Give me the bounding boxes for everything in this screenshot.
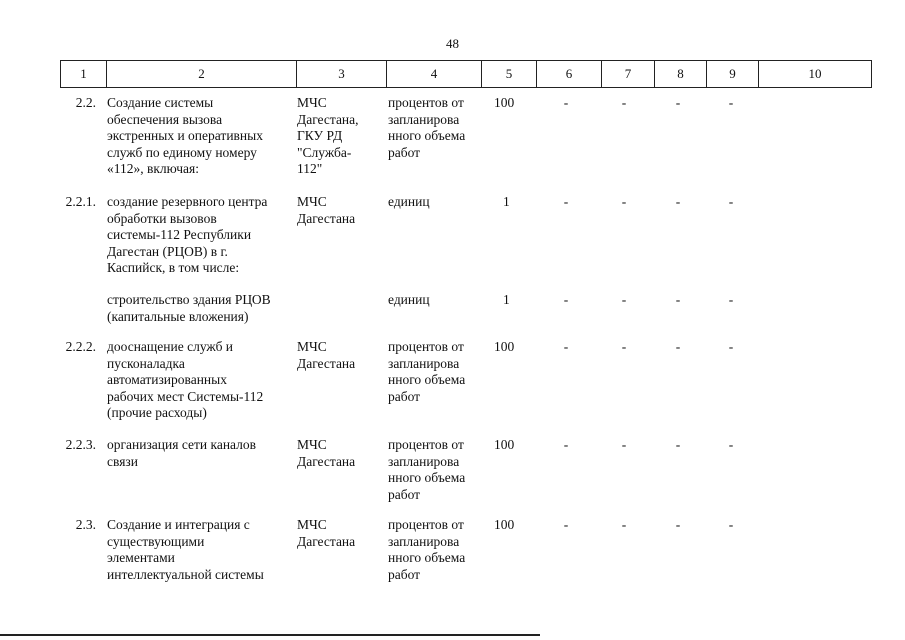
row-col-9: - xyxy=(728,339,734,354)
row-organization: МЧС Дагестана xyxy=(297,339,356,371)
row-value: 100 xyxy=(494,437,515,452)
row-unit: процентов от запланирова нного объема работ xyxy=(388,437,466,502)
row-name: создание резервного центра обработки вызовов системы-112 Республики Дагестан (РЦОВ) в г. Каспийск, в том числе: xyxy=(107,194,268,275)
row-col-9: - xyxy=(728,95,734,110)
row-col-8: - xyxy=(675,437,681,452)
row-col-6: - xyxy=(563,517,569,532)
header-cell-2: 2 xyxy=(106,61,296,87)
row-name: организация сети каналов связи xyxy=(107,437,257,469)
row-number: 2.3. xyxy=(75,517,96,532)
row-col-8: - xyxy=(675,95,681,110)
row-col-6: - xyxy=(563,292,569,307)
header-cell-7: 7 xyxy=(601,61,654,87)
row-col-9: - xyxy=(728,194,734,209)
row-col-7: - xyxy=(621,292,627,307)
row-name: дооснащение служб и пусконаладка автоматизированных рабочих мест Системы-112 (прочие расходы) xyxy=(107,339,264,420)
row-value: 1 xyxy=(503,292,510,307)
header-cell-5: 5 xyxy=(481,61,536,87)
page-number: 48 xyxy=(446,36,459,51)
row-col-7: - xyxy=(621,437,627,452)
row-value: 100 xyxy=(494,517,515,532)
row-col-7: - xyxy=(621,517,627,532)
header-cell-10: 10 xyxy=(758,61,871,87)
row-col-9: - xyxy=(728,517,734,532)
row-number: 2.2.3. xyxy=(65,437,96,452)
row-unit: процентов от запланирова нного объема работ xyxy=(388,95,466,160)
row-number: 2.2.2. xyxy=(65,339,96,354)
row-col-9: - xyxy=(728,292,734,307)
row-col-7: - xyxy=(621,339,627,354)
row-value: 1 xyxy=(503,194,510,209)
row-name: Создание и интеграция с существующими элементами интеллектуальной системы xyxy=(107,517,264,582)
row-col-8: - xyxy=(675,517,681,532)
row-col-8: - xyxy=(675,194,681,209)
row-unit: единиц xyxy=(388,194,430,209)
row-organization: МЧС Дагестана xyxy=(297,517,356,549)
row-col-8: - xyxy=(675,339,681,354)
header-cell-3: 3 xyxy=(296,61,386,87)
row-organization: МЧС Дагестана xyxy=(297,437,356,469)
row-col-6: - xyxy=(563,437,569,452)
row-name: Создание системы обеспечения вызова экстренных и оперативных служб по единому номеру «112», включая: xyxy=(107,95,263,176)
row-unit: процентов от запланирова нного объема работ xyxy=(388,339,466,404)
row-organization: МЧС Дагестана, ГКУ РД "Служба- 112" xyxy=(297,95,359,176)
row-col-8: - xyxy=(675,292,681,307)
row-organization: МЧС Дагестана xyxy=(297,194,356,226)
row-col-7: - xyxy=(621,194,627,209)
header-cell-1: 1 xyxy=(80,66,87,81)
row-number: 2.2. xyxy=(75,95,96,110)
row-col-7: - xyxy=(621,95,627,110)
row-unit: процентов от запланирова нного объема работ xyxy=(388,517,466,582)
row-name: строительство здания РЦОВ (капитальные вложения) xyxy=(107,292,271,324)
row-value: 100 xyxy=(494,339,515,354)
header-cell-4: 4 xyxy=(386,61,481,87)
bottom-rule xyxy=(0,634,540,636)
row-number: 2.2.1. xyxy=(65,194,96,209)
row-col-9: - xyxy=(728,437,734,452)
row-value: 100 xyxy=(494,95,515,110)
header-cell-9: 9 xyxy=(706,61,758,87)
row-unit: единиц xyxy=(388,292,430,307)
row-col-6: - xyxy=(563,95,569,110)
header-cell-6: 6 xyxy=(536,61,601,87)
header-cell-8: 8 xyxy=(654,61,706,87)
row-col-6: - xyxy=(563,339,569,354)
table-header-row xyxy=(60,60,872,88)
row-col-6: - xyxy=(563,194,569,209)
